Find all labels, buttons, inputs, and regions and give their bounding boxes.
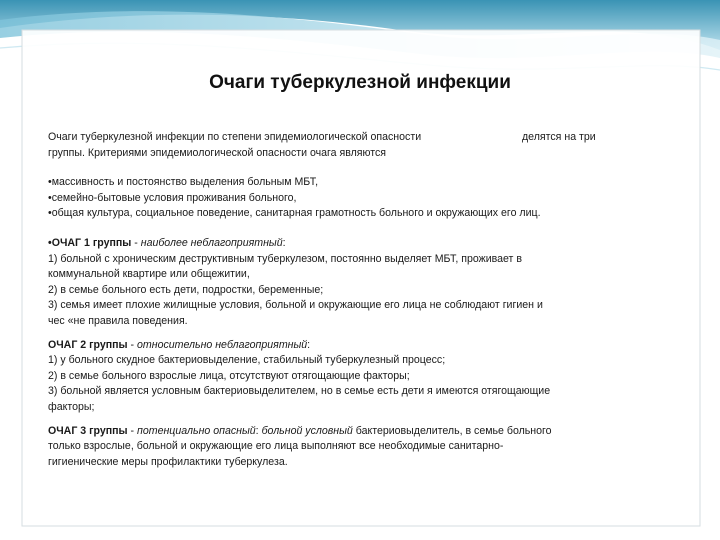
group-1-line: 2) в семье больного есть дети, подростки, беременные;	[48, 283, 324, 296]
group-1-line: 3) семья имеет плохие жилищные условия, больной и окружающие его лица не соблюдают гигиен и	[48, 299, 543, 312]
group-3-qualifier: потенциально опасный	[137, 424, 256, 437]
group-2-line: факторы;	[48, 400, 95, 413]
group-3-line: только взрослые, больной и окружающие его лица выполняют все необходимые санитарно-	[48, 440, 504, 453]
group-2-line: 3) больной является условным бактериовыделителем, но в семье есть дети я имеются отягощающие	[48, 385, 551, 398]
intro-line-1-tail: делятся на три	[522, 131, 596, 143]
group-1-dash: -	[131, 236, 141, 249]
group-1-heading: •ОЧАГ 1 группы	[48, 236, 132, 249]
group-3-heading: ОЧАГ 3 группы	[48, 424, 128, 437]
group-1-line: чес «не правила поведения.	[48, 314, 188, 327]
group-1-line: 1) больной с хроническим деструктивным туберкулезом, постоянно выделяет МБТ, проживает в	[48, 252, 522, 265]
slide-content	[48, 130, 684, 470]
group-2-line: 2) в семье больного взрослые лица, отсутствуют отягощающие факторы;	[48, 369, 410, 382]
group-3-dash: -	[127, 424, 138, 437]
intro-paragraph	[48, 130, 684, 161]
criteria-item: •общая культура, социальное поведение, санитарная грамотность больного и окружающих его лиц.	[48, 207, 541, 220]
criteria-item: •семейно-бытовые условия проживания больного,	[48, 191, 297, 204]
slide-title: Очаги туберкулезной инфекции	[209, 72, 511, 93]
criteria-item: •массивность и постоянство выделения больным МБТ,	[48, 176, 319, 189]
group-1-qualifier: наиболее неблагоприятный	[140, 236, 283, 249]
group-3-qualifier-2: больной условный	[261, 424, 353, 437]
group-2-block	[48, 338, 684, 416]
group-3-line-1-rest: бактериовыделитель, в семье больного	[352, 424, 552, 437]
group-1-line: коммунальной квартире или общежитии,	[48, 268, 250, 281]
criteria-list	[48, 175, 684, 222]
group-3-block	[48, 424, 684, 471]
group-2-qualifier: относительно неблагоприятный	[137, 338, 308, 351]
group-2-heading: ОЧАГ 2 группы	[48, 338, 128, 351]
group-1-block	[48, 236, 684, 330]
group-1-colon: :	[282, 236, 286, 249]
group-2-line: 1) у больного скудное бактериовыделение, стабильный туберкулезный процесс;	[48, 354, 446, 367]
group-2-dash: -	[127, 338, 138, 351]
intro-line-2: группы. Критериями эпидемиологической опасности очага являются	[48, 146, 387, 159]
group-3-colon: :	[255, 424, 259, 437]
intro-line-1: Очаги туберкулезной инфекции по степени эпидемиологической опасности	[48, 131, 422, 143]
group-2-colon: :	[307, 338, 311, 351]
group-3-line: гигиенические меры профилактики туберкулеза.	[48, 455, 288, 468]
